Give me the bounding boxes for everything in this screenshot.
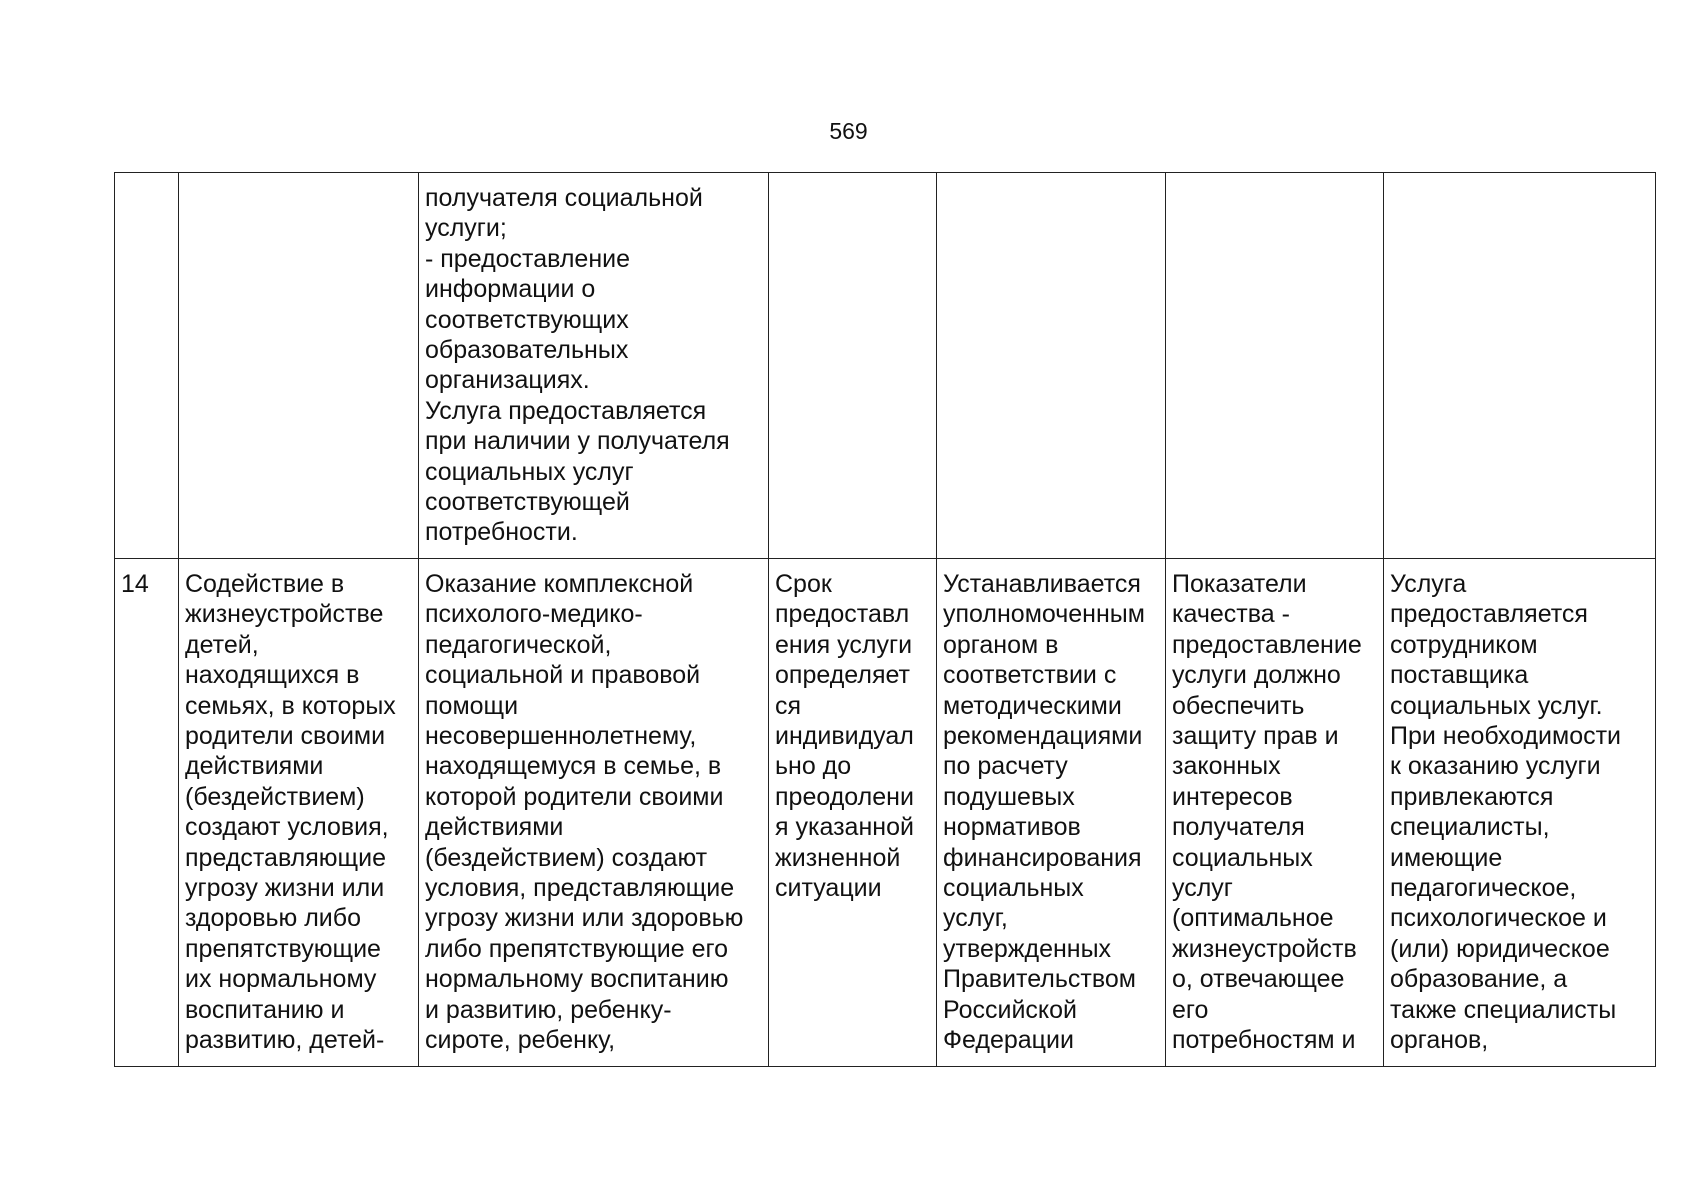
cell-tariff [937,173,1166,559]
cell-quality-indicators [1166,173,1384,559]
cell-quality-indicators: Показатели качества - предоставление услуги должно обеспечить защиту прав и законных интересов получателя социальных услуг (оптимальное жизнеустройств о, отвечающее его потребностям и [1166,559,1384,1067]
cell-service-name [179,173,419,559]
cell-service-description: получателя социальной услуги; - предоставление информации о соответствующих образовательных организациях. Услуга предоставляется при наличии у получателя социальных услуг соответствующей потребности. [419,173,769,559]
cell-conditions [1384,173,1656,559]
services-table [114,172,1656,1067]
cell-tariff: Устанавливается уполномоченным органом в соответствии с методическими рекомендациями по расчету подушевых нормативов финансирования социальных услуг, утвержденных Правительством Российской Федерации [937,559,1166,1067]
page-number: 569 [829,118,868,144]
cell-service-name: Содействие в жизнеустройстве детей, находящихся в семьях, в которых родители своими действиями (бездействием) создают условия, представляющие угрозу жизни или здоровью либо препятствующие их нормальному воспитанию и развитию, детей- [179,559,419,1067]
cell-service-description: Оказание комплексной психолого-медико- педагогической, социальной и правовой помощи несовершеннолетнему, находящемуся в семье, в которой родители своими действиями (бездействием) создают условия, представляющие угрозу жизни или здоровью либо препятствующие его нормальному воспитанию и развитию, ребенку- сироте, ребенку, [419,559,769,1067]
table-row-14 [115,559,1656,1067]
cell-service-term [769,173,937,559]
table-row-continuation [115,173,1656,559]
cell-service-term: Срок предоставл ения услуги определяет ся индивидуал ьно до преодолени я указанной жизненной ситуации [769,559,937,1067]
cell-number [115,173,179,559]
cell-conditions: Услуга предоставляется сотрудником поставщика социальных услуг. При необходимости к оказанию услуги привлекаются специалисты, имеющие педагогическое, психологическое и (или) юридическое образование, а также специалисты органов, [1384,559,1656,1067]
cell-number: 14 [115,559,179,1067]
